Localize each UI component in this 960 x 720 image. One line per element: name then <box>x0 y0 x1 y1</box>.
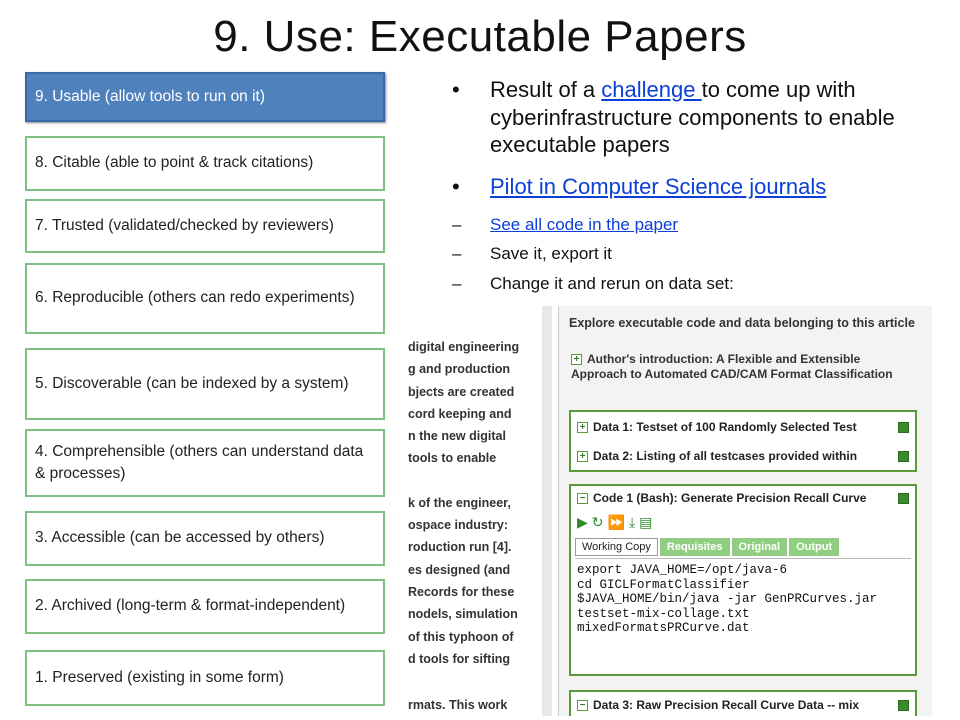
ladder-label: 1. Preserved (existing in some form) <box>35 668 284 686</box>
data-1-label: Data 1: Testset of 100 Randomly Selected Test <box>593 420 857 434</box>
ladder-label: 7. Trusted (validated/checked by reviewers) <box>35 216 334 234</box>
pilot-link[interactable]: Pilot in Computer Science journals <box>490 173 827 199</box>
ladder-label: 6. Reproducible (others can redo experiments) <box>35 289 355 307</box>
article-line: ospace industry: <box>408 518 509 533</box>
article-line: digital engineering <box>408 340 520 354</box>
article-line: n the new digital <box>408 429 506 444</box>
author-intro[interactable] <box>571 352 909 382</box>
article-line: es designed (and <box>408 562 511 577</box>
code-title[interactable] <box>577 491 866 505</box>
ladder-level-8 <box>25 136 385 191</box>
sub-bullet-text: Save it, export it <box>490 244 612 264</box>
ladder-level-9 <box>25 72 385 122</box>
bullet-list <box>452 76 942 294</box>
bullet-text: to come up with cyberinfrastructure components to enable executable papers <box>490 77 895 157</box>
ladder-label: 9. Usable (allow tools to run on it) <box>35 87 266 105</box>
run-icon[interactable]: ▶ <box>577 514 592 530</box>
data-2-row[interactable] <box>577 449 877 463</box>
code-toolbar <box>577 514 656 531</box>
article-line: tools to enable <box>408 451 497 466</box>
article-line: d tools for sifting <box>408 651 511 666</box>
save-icon[interactable]: ▤ <box>639 514 657 530</box>
ladder-label: 5. Discoverable (can be indexed by a system) <box>35 374 349 392</box>
data-3-label: Data 3: Raw Precision Recall Curve Data -- mix <box>593 698 860 712</box>
embedded-screenshot <box>408 306 944 716</box>
expand-icon[interactable]: + <box>571 354 582 365</box>
panel-header: Explore executable code and data belonging to this article <box>569 316 915 330</box>
article-gap <box>408 470 526 492</box>
code-tabs <box>575 538 841 556</box>
ladder-level-7 <box>25 199 385 253</box>
ladder-level-5 <box>25 348 385 420</box>
refresh-icon[interactable]: ↻ <box>591 514 608 530</box>
ladder-label: 8. Citable (able to point & track citations) <box>35 154 314 172</box>
data-1-row[interactable] <box>577 420 877 434</box>
sub-bullet-change <box>452 273 942 294</box>
data-3-block <box>569 690 917 716</box>
sub-bullet-see-code <box>452 214 942 235</box>
article-line: rmats. This work <box>408 698 508 712</box>
open-icon[interactable] <box>898 451 909 462</box>
ladder-level-3 <box>25 511 385 566</box>
article-line: of this typhoon of <box>408 629 514 644</box>
challenge-link[interactable]: challenge <box>601 77 702 102</box>
collapse-icon[interactable]: − <box>577 700 588 711</box>
data-2-label: Data 2: Listing of all testcases provided within <box>593 449 858 463</box>
article-line: bjects are created <box>408 384 515 399</box>
fast-forward-icon[interactable]: ⏩ <box>607 514 629 530</box>
ladder-level-2 <box>25 579 385 634</box>
ladder-label: 3. Accessible (can be accessed by others) <box>35 529 325 547</box>
bullet-pilot <box>452 173 942 201</box>
article-line: cord keeping and <box>408 406 512 421</box>
code-title-label: Code 1 (Bash): Generate Precision Recall Curve <box>593 491 867 505</box>
bullet-text: Result of a <box>490 77 602 102</box>
executable-panel <box>558 306 932 716</box>
ladder-level-1 <box>25 650 385 706</box>
sub-bullet-text: Change it and rerun on data set: <box>490 273 734 293</box>
slide-title: 9. Use: Executable Papers <box>213 12 747 61</box>
collapse-icon[interactable]: − <box>577 493 588 504</box>
article-line: k of the engineer, <box>408 495 511 510</box>
article-tail <box>408 694 526 716</box>
ladder-label: 2. Archived (long-term & format-independent) <box>35 597 346 615</box>
open-icon[interactable] <box>898 493 909 504</box>
data-3-row[interactable] <box>577 698 877 712</box>
expand-icon[interactable]: + <box>577 422 588 433</box>
ladder-level-4 <box>25 429 385 497</box>
tab-working-copy[interactable]: Working Copy <box>575 538 658 556</box>
sub-bullet-save <box>452 243 942 264</box>
code-editor[interactable]: export JAVA_HOME=/opt/java-6 cd GICLFormatClassifier $JAVA_HOME/bin/java -jar GenPRCurves.jar testset-mix-collage.txt mixedFormatsPRCurve.dat <box>575 558 911 670</box>
see-code-link[interactable]: See all code in the paper <box>490 215 679 234</box>
ladder-level-6 <box>25 263 385 334</box>
article-line: nodels, simulation <box>408 607 518 622</box>
download-icon[interactable]: ⤓ <box>628 514 640 530</box>
intro-text: Author's introduction: A Flexible and Extensible Approach to Automated CAD/CAM Format Classification <box>571 352 893 381</box>
tab-output[interactable]: Output <box>789 538 839 556</box>
open-icon[interactable] <box>898 422 909 433</box>
article-line: Records for these <box>408 584 515 599</box>
article-text <box>408 336 526 670</box>
article-line: roduction run [4]. <box>408 540 512 555</box>
code-block <box>569 484 917 676</box>
article-line: g and production <box>408 362 511 377</box>
data-group <box>569 410 917 472</box>
tab-requisites[interactable]: Requisites <box>660 538 730 556</box>
column-divider <box>542 306 552 716</box>
tab-original[interactable]: Original <box>732 538 788 556</box>
open-icon[interactable] <box>898 700 909 711</box>
ladder-label: 4. Comprehensible (others can understand data & processes) <box>35 442 364 482</box>
expand-icon[interactable]: + <box>577 451 588 462</box>
bullet-challenge <box>452 76 942 159</box>
